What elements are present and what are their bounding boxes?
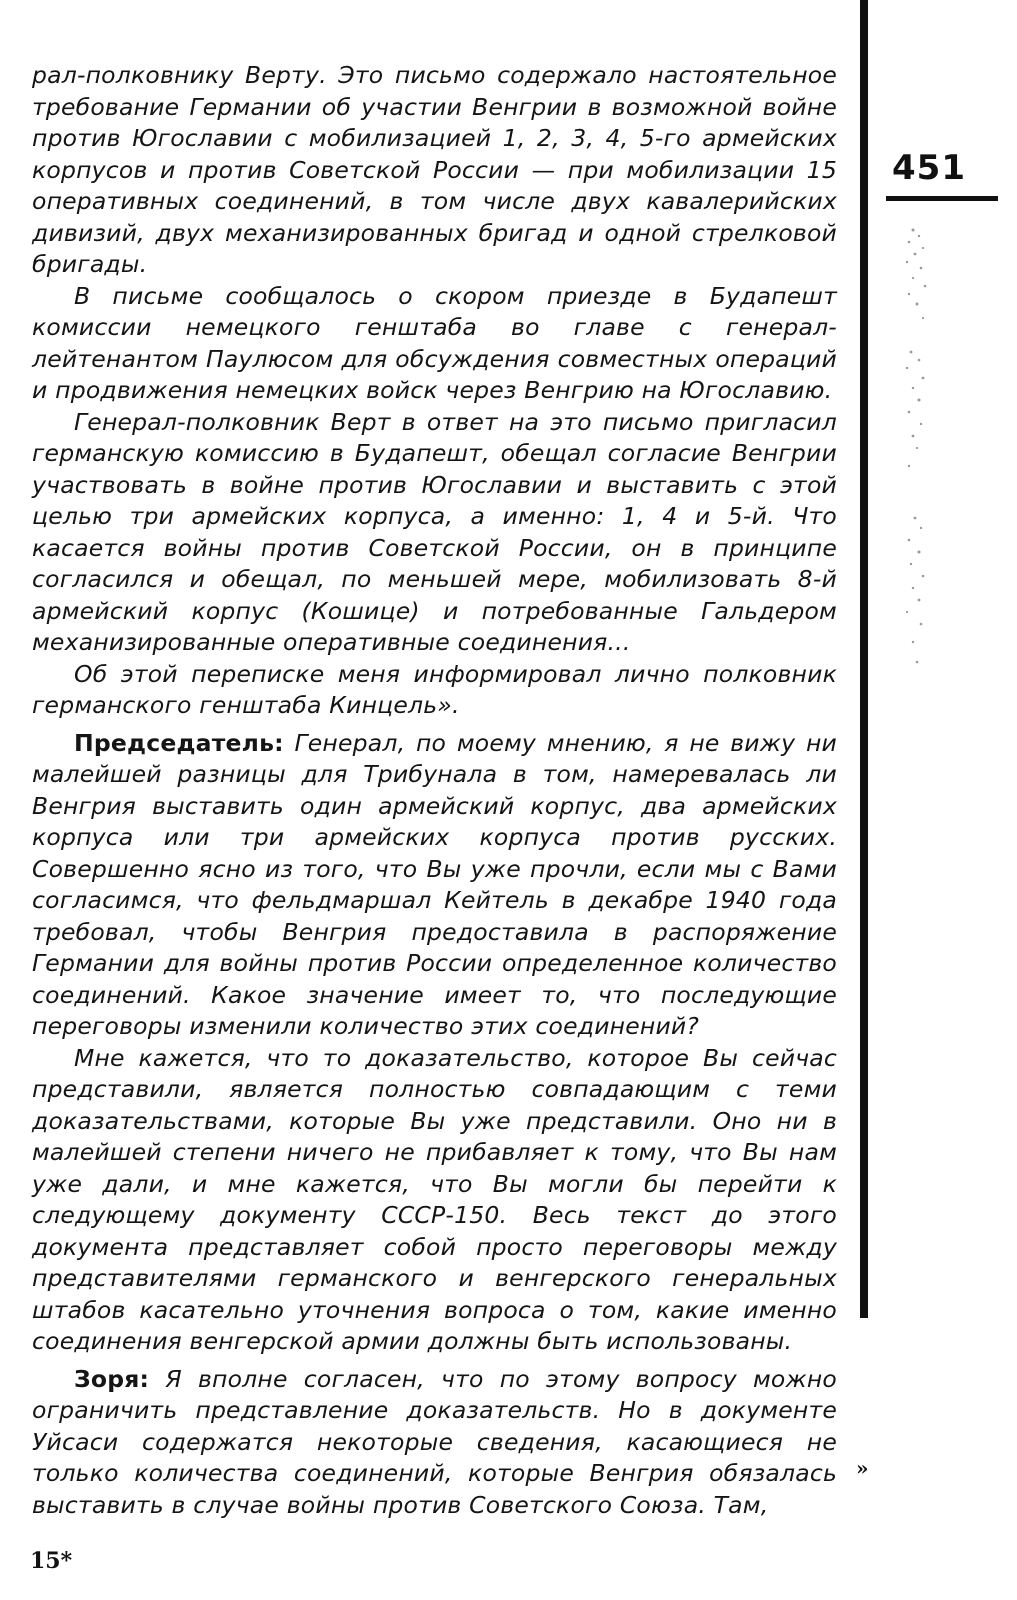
paragraph-text: Генерал, по моему мнению, я не вижу ни малейшей разницы для Трибунала в том, намеревалась ли Венгрия выставить один армейский корпус, два армейских корпуса или три армейских корпуса против русских. Совершенно ясно из того, что Вы уже прочли, если мы с Вами согласимся, что фельдмаршал Кейтель в декабре 1940 года требовал, чтобы Венгрия предоставила в распоряжение Германии для войны против России определенное количество соединений. Какое значение имеет то, что последующие переговоры изменили количество этих соединений? <box>32 728 838 1040</box>
margin-ornament <box>895 222 945 682</box>
paragraph <box>32 60 837 281</box>
page-number: 451 <box>892 148 966 188</box>
paragraph-text: рал-полковнику Верту. Это письмо содержало настоятельное требование Германии об участии Венгрии в возможной войне против Югославии с мобилизацией 1, 2, 3, 4, 5-го армейских корпусов и против Советской России — при мобилизации 15 оперативных соединений, в том числе двух кавалерийских дивизий, двух механизированных бригад и одной стрелковой бригады. <box>32 61 837 278</box>
paragraph <box>32 1364 837 1522</box>
page-number-underline <box>886 196 998 201</box>
paragraph <box>32 1043 837 1358</box>
speaker-label: Председатель: <box>74 728 284 757</box>
margin-mark: » <box>856 1456 869 1480</box>
paragraph-text: Я вполне согласен, что по этому вопросу можно ограничить представление доказательств. Но в документе Уйсаси содержатся некоторые сведения, касающиеся не только количества соединений, которые Венгрия обязалась выставить в случае войны против Советского Союза. Там, <box>32 1364 838 1519</box>
paragraph <box>32 407 837 659</box>
paragraph <box>32 659 837 722</box>
paragraph-text: Мне кажется, что то доказательство, которое Вы сейчас представили, является полностью совпадающим с теми доказательствами, которые Вы уже представили. Оно ни в малейшей степени ничего не прибавляет к тому, что Вы нам уже дали, и мне кажется, что Вы могли бы перейти к следующему документу СССР-150. Весь текст до этого документа представляет собой просто переговоры между представителями германского и венгерского генеральных штабов касательно уточнения вопроса о том, какие именно соединения венгерской армии должны быть использованы. <box>32 1043 837 1355</box>
speaker-label: Зоря: <box>74 1364 150 1393</box>
paragraph-text: В письме сообщалось о скором приезде в Будапешт комиссии немецкого генштаба во главе с генерал-лейтенантом Паулюсом для обсуждения совместных операций и продвижения немецких войск через Венгрию на Югославию. <box>32 281 837 404</box>
paragraph-text: Об этой переписке меня информировал лично полковник германского генштаба Кинцель». <box>32 659 837 719</box>
paragraph-text: Генерал-полковник Верт в ответ на это письмо пригласил германскую комиссию в Будапешт, обещал согласие Венгрии участвовать в войне против Югославии и выставить с этой целью три армейских корпуса, а именно: 1, 4 и 5-й. Что касается войны против Советской России, он в принципе согласился и обещал, по меньшей мере, мобилизовать 8-й армейский корпус (Кошице) и потребованные Гальдером механизированные оперативные соединения... <box>32 407 837 656</box>
printer-signature: 15* <box>30 1548 73 1574</box>
paragraph <box>32 281 837 407</box>
vertical-rule <box>860 0 868 1318</box>
body-text <box>32 60 837 1521</box>
paragraph <box>32 728 837 1043</box>
